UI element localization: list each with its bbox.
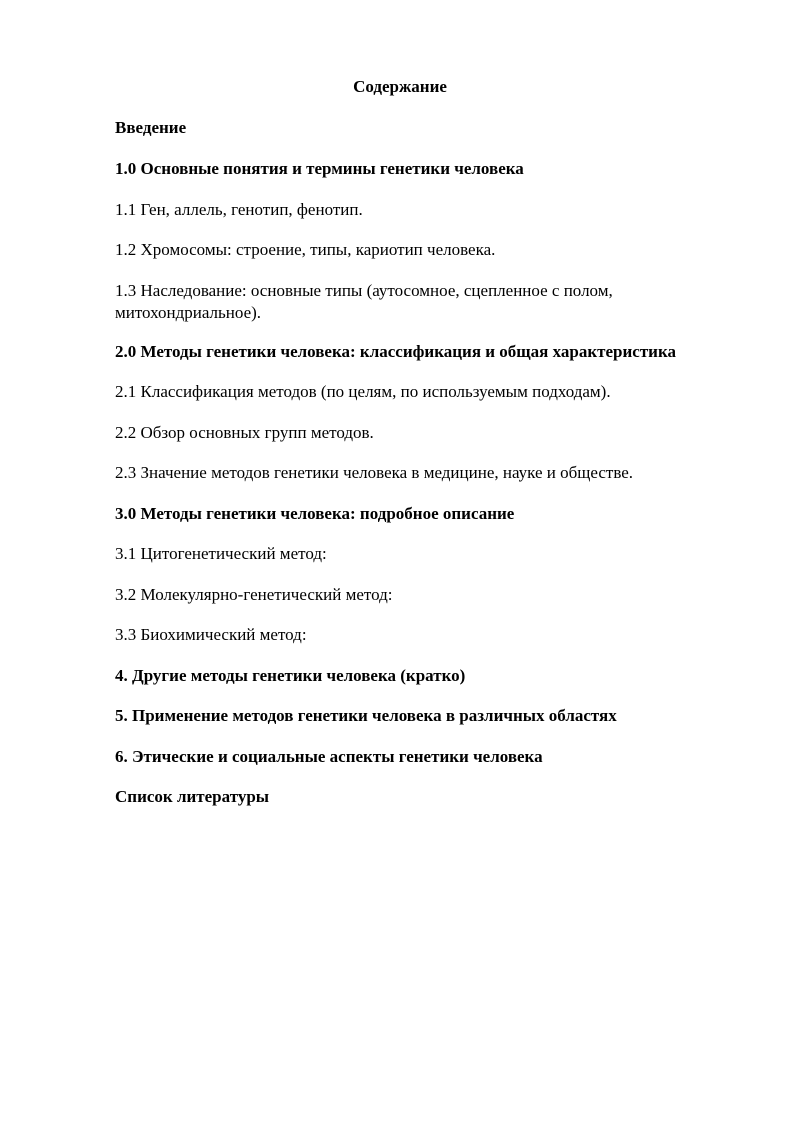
toc-entry-section-6: 6. Этические и социальные аспекты генетики человека	[115, 747, 543, 766]
toc-entry-introduction: Введение	[115, 118, 187, 137]
toc-entry-section-3-1: 3.1 Цитогенетический метод:	[115, 544, 327, 563]
toc-entry-section-1-3: 1.3 Наследование: основные типы (аутосомное, сцепленное с полом, митохондриальное).	[115, 281, 613, 322]
toc-entry-references: Список литературы	[115, 787, 270, 806]
toc-entry-section-1-0: 1.0 Основные понятия и термины генетики человека	[115, 159, 524, 178]
toc-entry-section-5: 5. Применение методов генетики человека в различных областях	[115, 706, 617, 725]
toc-entry-section-3-3: 3.3 Биохимический метод:	[115, 625, 307, 644]
toc-entry-section-2-3: 2.3 Значение методов генетики человека в медицине, науке и обществе.	[115, 463, 634, 482]
toc-entry-section-4: 4. Другие методы генетики человека (кратко)	[115, 666, 466, 685]
page-title: Содержание	[353, 77, 447, 96]
toc-entry-section-1-1: 1.1 Ген, аллель, генотип, фенотип.	[115, 200, 363, 219]
toc-entry-section-1-2: 1.2 Хромосомы: строение, типы, кариотип человека.	[115, 240, 496, 259]
toc-entry-section-2-0: 2.0 Методы генетики человека: классификация и общая характеристика	[115, 342, 677, 361]
toc-entry-section-3-2: 3.2 Молекулярно-генетический метод:	[115, 585, 393, 604]
toc-entry-section-2-1: 2.1 Классификация методов (по целям, по используемым подходам).	[115, 382, 611, 401]
toc-entry-section-3-0: 3.0 Методы генетики человека: подробное описание	[115, 504, 515, 523]
toc-entry-section-2-2: 2.2 Обзор основных групп методов.	[115, 423, 374, 442]
